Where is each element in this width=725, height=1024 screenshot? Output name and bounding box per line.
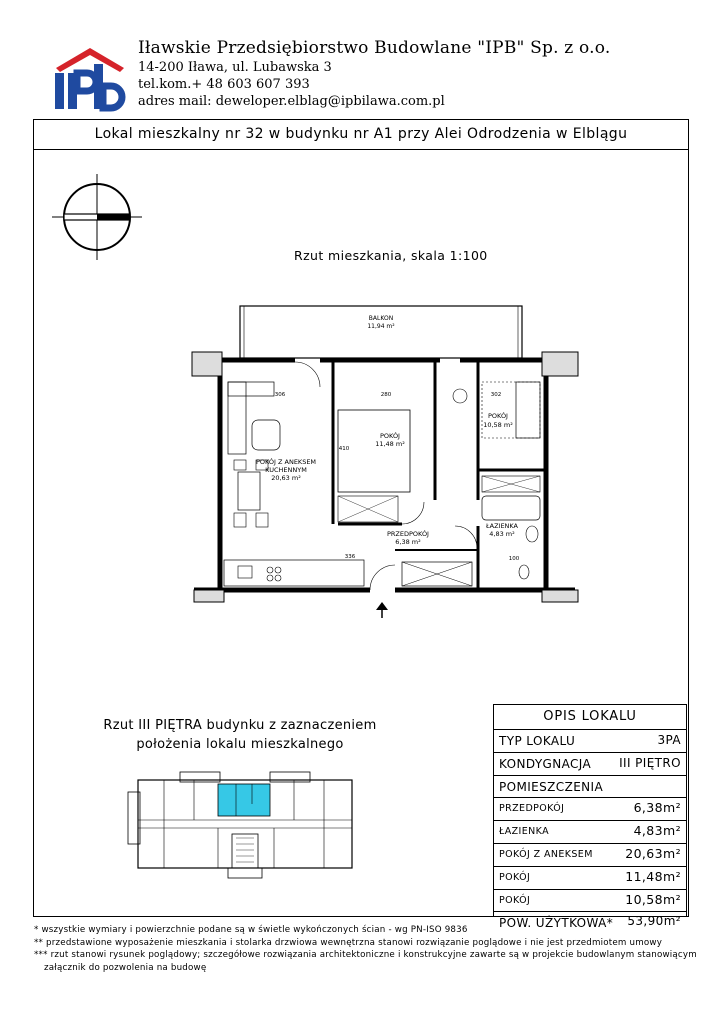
floor-plan-caption <box>90 716 390 754</box>
room-pokoj-1-area: 11,48 m² <box>375 440 405 448</box>
floor-caption-line2: położenia lokalu mieszkalnego <box>136 737 344 752</box>
row-label: POKÓJ <box>499 894 531 906</box>
plan-caption: Rzut mieszkania, skala 1:100 <box>294 248 488 263</box>
room-pokoj-2-area: 10,58 m² <box>483 421 513 429</box>
row-value: 4,83m² <box>633 823 681 839</box>
footnote: *** rzut stanowi rysunek poglądowy; szczegółowe rozwiązania architektoniczne i konstrukcyjne zawarte są w projekcie budowlanym stanowiącym <box>34 950 697 961</box>
dim-label: 336 <box>344 554 356 560</box>
table-row <box>494 890 686 913</box>
total-label: POW. UŻYTKOWA* <box>499 916 614 931</box>
table-row <box>494 821 686 844</box>
company-email: adres mail: deweloper.elblag@ipbilawa.com.pl <box>138 94 445 109</box>
dim-label: 410 <box>338 446 350 452</box>
room-salon-name: POKÓJ Z ANEKSEM <box>255 458 317 466</box>
room-salon-area: 20,63 m² <box>271 474 301 482</box>
dim-label: 280 <box>380 392 392 398</box>
row-label: POMIESZCZENIA <box>499 779 604 794</box>
table-row <box>494 798 686 821</box>
room-lazienka-name: ŁAZIENKA <box>485 522 519 530</box>
company-phone: tel.kom.+ 48 603 607 393 <box>138 77 310 92</box>
table-header: OPIS LOKALU <box>494 705 686 730</box>
row-label: PRZEDPOKÓJ <box>499 803 565 815</box>
footnotes <box>34 924 697 974</box>
row-value: 11,48m² <box>625 868 681 884</box>
room-balkon-area: 11,94 m² <box>367 323 395 330</box>
dim-label: 100 <box>508 556 520 562</box>
table-row <box>494 844 686 867</box>
room-pokoj-1-name: POKÓJ <box>380 432 400 440</box>
table-row-pomieszczenia <box>494 776 686 799</box>
row-label: TYP LOKALU <box>499 734 576 748</box>
ipb-logo <box>50 46 130 112</box>
row-value: 3PA <box>657 733 681 747</box>
footnote: * wszystkie wymiary i powierzchnie podane są w świetle wykończonych ścian - wg PN-ISO 9836 <box>34 925 468 935</box>
building-floor-plan <box>124 770 358 880</box>
row-value: 10,58m² <box>625 891 681 907</box>
apartment-description-table <box>493 704 687 931</box>
table-row-typ <box>494 730 686 753</box>
room-balkon-name: BALKON <box>368 315 394 322</box>
floor-caption-line1: Rzut III PIĘTRA budynku z zaznaczeniem <box>103 718 377 733</box>
dim-label: 306 <box>274 392 286 398</box>
row-value: III PIĘTRO <box>619 755 681 770</box>
north-compass-icon <box>52 174 142 260</box>
room-salon-name2: KUCHENNYM <box>265 466 307 474</box>
row-label: ŁAZIENKA <box>499 826 550 838</box>
apartment-floor-plan <box>180 300 590 620</box>
room-lazienka-area: 4,83 m² <box>489 530 515 538</box>
logo-text: ipb <box>50 46 52 47</box>
row-value: 6,38m² <box>633 800 681 816</box>
row-label: KONDYGNACJA <box>499 756 592 771</box>
dim-label: 302 <box>490 392 502 398</box>
table-row <box>494 867 686 890</box>
company-address: 14-200 Iława, ul. Lubawska 3 <box>138 60 332 75</box>
company-header <box>138 38 611 109</box>
room-przedpokoj-area: 6,38 m² <box>395 538 421 546</box>
footnote: załącznik do pozwolenia na budowę <box>44 962 207 973</box>
total-value: 53,90m² <box>627 914 681 929</box>
company-name: Iławskie Przedsiębiorstwo Budowlane "IPB" Sp. z o.o. <box>138 38 611 58</box>
row-value: 20,63m² <box>625 845 681 861</box>
room-przedpokoj-name: PRZEDPOKÓJ <box>387 530 429 538</box>
room-pokoj-2-name: POKÓJ <box>488 412 508 420</box>
table-row-kondygnacja <box>494 753 686 776</box>
row-label: POKÓJ <box>499 871 531 883</box>
footnote: ** przedstawione wyposażenie mieszkania i stolarka drzwiowa wewnętrzna stanowi rozwiązanie poglądowe i nie jest przedmiotem umowy <box>34 937 663 948</box>
row-label: POKÓJ Z ANEKSEM <box>499 848 593 860</box>
document-title: Lokal mieszkalny nr 32 w budynku nr A1 przy Alei Odrodzenia w Elblągu <box>33 119 689 150</box>
